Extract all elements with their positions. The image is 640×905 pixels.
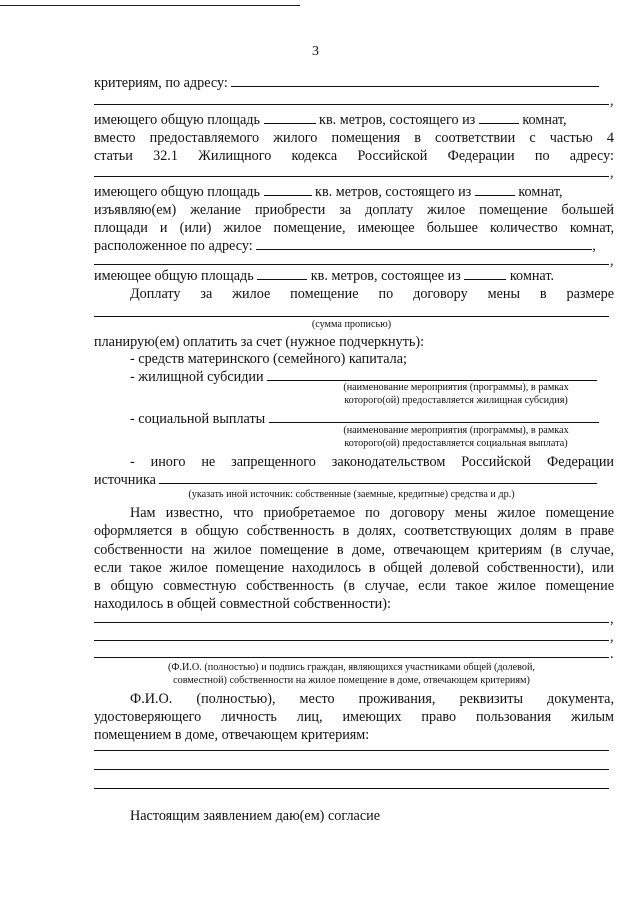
- period: .: [610, 646, 614, 662]
- label-source: источника: [94, 472, 156, 488]
- other-source-field[interactable]: [159, 471, 597, 484]
- other-source-line: [94, 471, 614, 489]
- label-located-address: расположенное по адресу:: [94, 238, 253, 254]
- address-line-3: [94, 237, 614, 255]
- address-line-1: [94, 74, 614, 92]
- para1-line3: собственности на жилое помещение в доме, отвечающем критериям (в случае,: [94, 542, 614, 558]
- para1-line1: Нам известно, что приобретаемое по договору мены жилое помещение: [130, 505, 614, 521]
- caption-owners-2: совместной) собственности на жилое помещение в доме, отвечающем критериям): [173, 675, 530, 686]
- label-rooms: комнат,: [522, 112, 567, 128]
- resident-field-2[interactable]: [94, 769, 609, 770]
- area-field-1[interactable]: [264, 111, 316, 124]
- rooms-field-3[interactable]: [464, 267, 506, 280]
- address-field-1[interactable]: [231, 74, 599, 87]
- label-area: имеющего общую площадь: [94, 184, 260, 200]
- label-area: имеющее общую площадь: [94, 268, 254, 284]
- caption-subsidy-2: которого(ой) предоставляется жилищная субсидия): [344, 395, 568, 406]
- caption-subsidy-1: (наименование мероприятия (программы), в рамках: [343, 382, 569, 393]
- comma: ,: [610, 611, 614, 627]
- para2-line2: удостоверяющего личность лиц, имеющих право пользования жилым: [94, 709, 614, 725]
- amount-in-words-field[interactable]: [94, 316, 609, 317]
- caption-amount: (сумма прописью): [311, 319, 392, 330]
- owner-field-3[interactable]: [94, 657, 609, 658]
- para2-line3: помещением в доме, отвечающем критериям:: [94, 727, 370, 743]
- owner-field-1[interactable]: [94, 622, 609, 623]
- label-area: имеющего общую площадь: [94, 112, 260, 128]
- comma: ,: [592, 238, 596, 254]
- area-line-3: [94, 267, 614, 285]
- para1-line6: находилось в общей совместной собственности):: [94, 596, 391, 612]
- caption-other-source: (указать иной источник: собственные (заемные, кредитные) средства и др.): [188, 489, 515, 500]
- option-maternity-capital[interactable]: - средств материнского (семейного) капитала;: [130, 351, 407, 367]
- resident-field-3[interactable]: [94, 788, 609, 789]
- label-sqm-rooms: кв. метров, состоящее из: [310, 268, 461, 284]
- address-field-3[interactable]: [256, 237, 592, 250]
- label-rooms: комнат,: [518, 184, 563, 200]
- address-field-2[interactable]: [94, 176, 609, 177]
- resident-field-1[interactable]: [94, 750, 609, 751]
- text-line-instead: вместо предоставляемого жилого помещения в соответствии с частью 4: [94, 130, 614, 146]
- area-line-2: [94, 183, 614, 201]
- text-line-surcharge: Доплату за жилое помещение по договору мены в размере: [130, 286, 614, 302]
- para2-line1: Ф.И.О. (полностью), место проживания, реквизиты документа,: [130, 691, 614, 707]
- comma: ,: [610, 93, 614, 109]
- text-line-article: статьи 32.1 Жилищного кодекса Российской Федерации по адресу:: [94, 148, 614, 164]
- area-field-3[interactable]: [257, 267, 307, 280]
- rooms-field-1[interactable]: [479, 111, 519, 124]
- subsidy-program-field[interactable]: [267, 368, 597, 381]
- caption-social-2: которого(ой) предоставляется социальная выплата): [344, 438, 568, 449]
- option-housing-subsidy-label[interactable]: - жилищной субсидии: [130, 369, 264, 385]
- comma: ,: [610, 629, 614, 645]
- para1-line4: если такое жилое помещение находилось в общей долевой собственности), или: [94, 560, 614, 576]
- area-field-2[interactable]: [264, 183, 312, 196]
- social-program-field[interactable]: [269, 410, 599, 423]
- address-field-3-cont[interactable]: [94, 264, 609, 265]
- consent-line: Настоящим заявлением даю(ем) согласие: [130, 808, 381, 824]
- label-sqm-rooms: кв. метров, состоящего из: [315, 184, 472, 200]
- area-line-1: [94, 111, 614, 129]
- comma: ,: [610, 253, 614, 269]
- para1-line5: в общую совместную собственность (в случае, если такое жилое помещение: [94, 578, 614, 594]
- label-rooms: комнат.: [509, 268, 555, 284]
- option-social-payment-label[interactable]: - социальной выплаты: [130, 411, 266, 427]
- owner-field-2[interactable]: [94, 640, 609, 641]
- comma: ,: [610, 165, 614, 181]
- rooms-field-2[interactable]: [475, 183, 515, 196]
- text-line-desire: изъявляю(ем) желание приобрести за доплату жилое помещение большей: [94, 202, 614, 218]
- address-field-1-cont[interactable]: [94, 104, 609, 105]
- caption-owners-1: (Ф.И.О. (полностью) и подпись граждан, являющихся участниками общей (долевой,: [168, 662, 535, 673]
- option-other-source[interactable]: - иного не запрещенного законодательством Российской Федерации: [130, 454, 614, 470]
- page-number: 3: [312, 44, 319, 59]
- top-border-line: [0, 5, 300, 6]
- label-sqm-rooms: кв. метров, состоящего из: [319, 112, 476, 128]
- text-line-pay: планирую(ем) оплатить за счет (нужное подчеркнуть):: [94, 334, 425, 350]
- para1-line2: оформляется в общую собственность в долях, соответствующих долям в праве: [94, 523, 614, 539]
- caption-social-1: (наименование мероприятия (программы), в рамках: [343, 425, 569, 436]
- label-criteria-address: критериям, по адресу:: [94, 75, 228, 91]
- text-line-area: площади и (или) жилое помещение, имеющее большее количество комнат,: [94, 220, 614, 236]
